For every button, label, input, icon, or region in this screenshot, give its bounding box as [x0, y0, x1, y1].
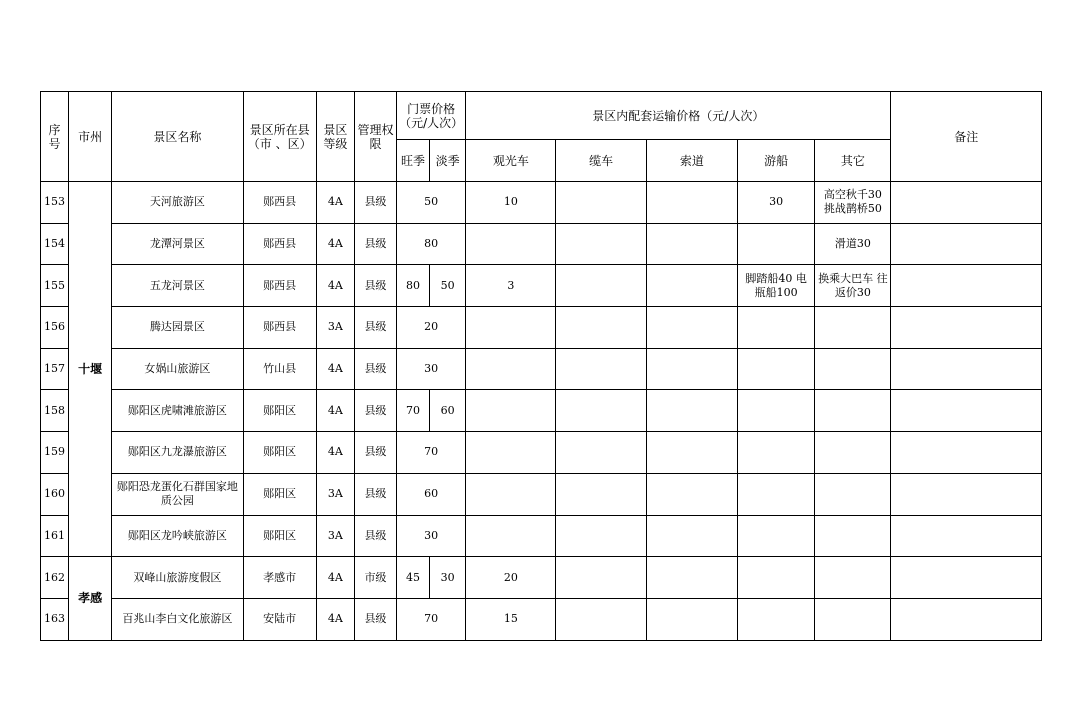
price-table	[40, 91, 1042, 641]
cell-other	[815, 348, 891, 390]
header-cable-car: 缆车	[556, 140, 646, 182]
cell-seq: 163	[41, 598, 69, 640]
header-boat: 游船	[738, 140, 815, 182]
cell-remark	[891, 348, 1042, 390]
cell-authority: 县级	[354, 223, 396, 265]
cell-seq: 161	[41, 515, 69, 557]
cell-off: 50	[430, 265, 466, 307]
cell-remark	[891, 223, 1042, 265]
cell-boat: 30	[738, 182, 815, 224]
cell-cable-car	[556, 307, 646, 349]
cell-name: 郧阳区龙吟峡旅游区	[112, 515, 243, 557]
cell-sightseeing-car: 10	[466, 182, 556, 224]
cell-boat: 脚踏船40 电瓶船100	[738, 265, 815, 307]
cell-peak: 45	[397, 557, 430, 599]
cell-authority: 县级	[354, 598, 396, 640]
header-county: 景区所在县（市 、区）	[243, 92, 316, 182]
cell-name: 天河旅游区	[112, 182, 243, 224]
cell-authority: 县级	[354, 307, 396, 349]
cell-county: 安陆市	[243, 598, 316, 640]
cell-county: 郧阳区	[243, 390, 316, 432]
cell-level: 4A	[316, 557, 354, 599]
cell-boat	[738, 223, 815, 265]
cell-ropeway	[646, 557, 737, 599]
cell-ropeway	[646, 598, 737, 640]
cell-name: 郧阳区九龙瀑旅游区	[112, 432, 243, 474]
table-row	[41, 598, 1042, 640]
cell-seq: 157	[41, 348, 69, 390]
cell-level: 4A	[316, 432, 354, 474]
header-seq: 序号	[41, 92, 69, 182]
cell-level: 4A	[316, 348, 354, 390]
cell-other: 滑道30	[815, 223, 891, 265]
cell-authority: 县级	[354, 348, 396, 390]
cell-seq: 153	[41, 182, 69, 224]
cell-cable-car	[556, 348, 646, 390]
cell-sightseeing-car: 3	[466, 265, 556, 307]
cell-seq: 154	[41, 223, 69, 265]
header-ropeway: 索道	[646, 140, 737, 182]
table-row	[41, 223, 1042, 265]
header-authority: 管理权限	[354, 92, 396, 182]
cell-remark	[891, 598, 1042, 640]
cell-cable-car	[556, 515, 646, 557]
cell-level: 3A	[316, 515, 354, 557]
cell-remark	[891, 390, 1042, 432]
cell-name: 郧阳区虎啸滩旅游区	[112, 390, 243, 432]
cell-ticket: 70	[397, 598, 466, 640]
table-row	[41, 348, 1042, 390]
cell-sightseeing-car	[466, 515, 556, 557]
cell-county: 郧阳区	[243, 515, 316, 557]
cell-authority: 县级	[354, 515, 396, 557]
cell-remark	[891, 557, 1042, 599]
cell-boat	[738, 473, 815, 515]
header-level: 景区等级	[316, 92, 354, 182]
cell-cable-car	[556, 223, 646, 265]
cell-remark	[891, 432, 1042, 474]
cell-ticket: 30	[397, 515, 466, 557]
cell-sightseeing-car	[466, 390, 556, 432]
cell-authority: 县级	[354, 265, 396, 307]
cell-county: 郧阳区	[243, 432, 316, 474]
cell-other	[815, 432, 891, 474]
header-remark: 备注	[891, 92, 1042, 182]
cell-level: 3A	[316, 307, 354, 349]
cell-name: 百兆山李白文化旅游区	[112, 598, 243, 640]
cell-other	[815, 307, 891, 349]
cell-seq: 155	[41, 265, 69, 307]
cell-sightseeing-car: 15	[466, 598, 556, 640]
cell-authority: 市级	[354, 557, 396, 599]
cell-name: 五龙河景区	[112, 265, 243, 307]
cell-ticket: 80	[397, 223, 466, 265]
table-row	[41, 307, 1042, 349]
cell-boat	[738, 598, 815, 640]
cell-cable-car	[556, 473, 646, 515]
cell-ropeway	[646, 473, 737, 515]
cell-level: 4A	[316, 223, 354, 265]
cell-cable-car	[556, 432, 646, 474]
header-name: 景区名称	[112, 92, 243, 182]
cell-name: 郧阳恐龙蛋化石群国家地质公园	[112, 473, 243, 515]
header-transport-price: 景区内配套运输价格（元/人次）	[466, 92, 891, 140]
cell-name: 双峰山旅游度假区	[112, 557, 243, 599]
cell-city: 孝感	[69, 557, 112, 640]
cell-name: 腾达园景区	[112, 307, 243, 349]
cell-level: 4A	[316, 265, 354, 307]
cell-other	[815, 598, 891, 640]
cell-seq: 159	[41, 432, 69, 474]
cell-sightseeing-car	[466, 223, 556, 265]
cell-seq: 162	[41, 557, 69, 599]
table-row	[41, 515, 1042, 557]
cell-sightseeing-car	[466, 307, 556, 349]
cell-authority: 县级	[354, 432, 396, 474]
cell-ticket: 30	[397, 348, 466, 390]
cell-other	[815, 515, 891, 557]
cell-boat	[738, 307, 815, 349]
cell-authority: 县级	[354, 182, 396, 224]
cell-level: 4A	[316, 390, 354, 432]
cell-authority: 县级	[354, 473, 396, 515]
cell-sightseeing-car	[466, 473, 556, 515]
table-row	[41, 557, 1042, 599]
cell-other	[815, 390, 891, 432]
cell-ticket: 50	[397, 182, 466, 224]
cell-ticket: 70	[397, 432, 466, 474]
cell-cable-car	[556, 598, 646, 640]
cell-level: 4A	[316, 182, 354, 224]
cell-county: 郧西县	[243, 223, 316, 265]
cell-remark	[891, 515, 1042, 557]
cell-ropeway	[646, 515, 737, 557]
table-row	[41, 182, 1042, 224]
cell-boat	[738, 557, 815, 599]
cell-remark	[891, 182, 1042, 224]
header-sightseeing-car: 观光车	[466, 140, 556, 182]
cell-name: 女娲山旅游区	[112, 348, 243, 390]
cell-remark	[891, 473, 1042, 515]
cell-boat	[738, 432, 815, 474]
cell-remark	[891, 265, 1042, 307]
cell-sightseeing-car	[466, 348, 556, 390]
cell-county: 郧西县	[243, 307, 316, 349]
cell-ticket: 60	[397, 473, 466, 515]
header-other: 其它	[815, 140, 891, 182]
cell-seq: 158	[41, 390, 69, 432]
header-off: 淡季	[430, 140, 466, 182]
table-row	[41, 432, 1042, 474]
cell-remark	[891, 307, 1042, 349]
cell-other	[815, 473, 891, 515]
cell-county: 竹山县	[243, 348, 316, 390]
cell-county: 郧西县	[243, 182, 316, 224]
cell-sightseeing-car	[466, 432, 556, 474]
cell-authority: 县级	[354, 390, 396, 432]
cell-other: 换乘大巴车 往返价30	[815, 265, 891, 307]
cell-level: 3A	[316, 473, 354, 515]
cell-boat	[738, 515, 815, 557]
table-row	[41, 473, 1042, 515]
cell-other	[815, 557, 891, 599]
cell-other: 高空秋千30 挑战鹊桥50	[815, 182, 891, 224]
cell-county: 郧西县	[243, 265, 316, 307]
cell-city: 十堰	[69, 182, 112, 557]
table-row	[41, 390, 1042, 432]
header-ticket-price: 门票价格（元/人次）	[397, 92, 466, 140]
cell-ropeway	[646, 223, 737, 265]
table-row	[41, 265, 1042, 307]
cell-off: 30	[430, 557, 466, 599]
cell-ropeway	[646, 390, 737, 432]
cell-ropeway	[646, 182, 737, 224]
cell-cable-car	[556, 557, 646, 599]
cell-ropeway	[646, 307, 737, 349]
cell-boat	[738, 390, 815, 432]
cell-sightseeing-car: 20	[466, 557, 556, 599]
cell-ticket: 20	[397, 307, 466, 349]
cell-county: 孝感市	[243, 557, 316, 599]
cell-seq: 156	[41, 307, 69, 349]
table-body	[41, 182, 1042, 641]
header-peak: 旺季	[397, 140, 430, 182]
cell-cable-car	[556, 390, 646, 432]
cell-ropeway	[646, 432, 737, 474]
cell-cable-car	[556, 265, 646, 307]
cell-seq: 160	[41, 473, 69, 515]
cell-peak: 80	[397, 265, 430, 307]
cell-ropeway	[646, 265, 737, 307]
cell-off: 60	[430, 390, 466, 432]
cell-boat	[738, 348, 815, 390]
header-city: 市州	[69, 92, 112, 182]
cell-peak: 70	[397, 390, 430, 432]
cell-ropeway	[646, 348, 737, 390]
cell-cable-car	[556, 182, 646, 224]
cell-county: 郧阳区	[243, 473, 316, 515]
cell-name: 龙潭河景区	[112, 223, 243, 265]
cell-level: 4A	[316, 598, 354, 640]
